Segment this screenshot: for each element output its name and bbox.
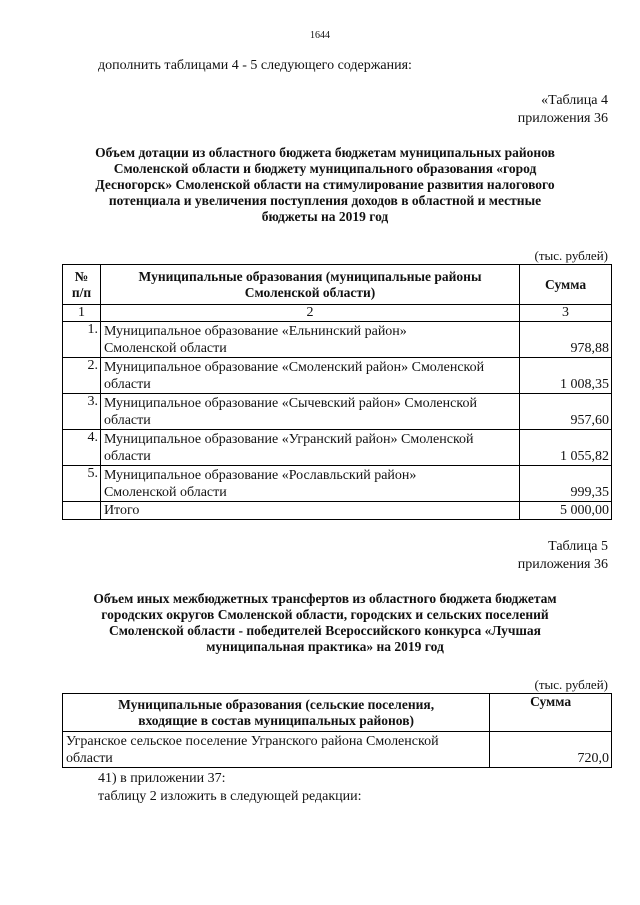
table4-caption-line2: приложения 36 xyxy=(517,111,608,126)
row-number: 5. xyxy=(63,466,101,502)
row-sum: 999,35 xyxy=(520,466,612,502)
table5-title-line: Объем иных межбюджетных трансфертов из областного бюджета бюджетам xyxy=(93,591,557,606)
total-sum: 5 000,00 xyxy=(520,502,612,520)
row-municipality: Муниципальное образование «Ельнинский район» Смоленской области xyxy=(100,322,519,358)
row-municipality: Муниципальное образование «Сычевский район» Смоленской области xyxy=(100,394,519,430)
table4-title-line: Смоленской области и бюджету муниципального образования «город xyxy=(113,161,537,176)
table-row xyxy=(63,322,612,358)
row-municipality: Угранское сельское поселение Угранского района Смоленской области xyxy=(63,732,490,768)
table5-unit: (тыс. рублей) xyxy=(534,677,608,692)
row-sum: 978,88 xyxy=(520,322,612,358)
table5-caption-line1: Таблица 5 xyxy=(548,539,608,554)
tail-line1: 41) в приложении 37: xyxy=(98,771,226,786)
table4-title-line: Объем дотации из областного бюджета бюджетам муниципальных районов xyxy=(95,145,555,160)
table-row xyxy=(63,358,612,394)
table4-title-line: бюджеты на 2019 год xyxy=(261,209,389,224)
table-row xyxy=(63,732,612,768)
row-sum: 1 055,82 xyxy=(520,430,612,466)
table5-caption-line2: приложения 36 xyxy=(517,557,608,572)
row-municipality: Муниципальное образование «Смоленский район» Смоленской области xyxy=(100,358,519,394)
header-sum: Сумма xyxy=(520,265,612,305)
header-municipality: Муниципальные образования (муниципальные районы Смоленской области) xyxy=(100,265,519,305)
header-municipality: Муниципальные образования (сельские поселения, входящие в состав муниципальных районов) xyxy=(63,694,490,732)
table5-title-line: Смоленской области - победителей Всероссийского конкурса «Лучшая xyxy=(109,623,541,638)
intro-text: дополнить таблицами 4 - 5 следующего содержания: xyxy=(98,58,412,73)
table4-title xyxy=(62,145,588,225)
table-row xyxy=(63,394,612,430)
table4-title-line: потенциала и увеличения поступления доходов в областной и местные xyxy=(108,193,542,208)
page-number: 1644 xyxy=(310,30,330,41)
row-number: 1. xyxy=(63,322,101,358)
tail-line2: таблицу 2 изложить в следующей редакции: xyxy=(98,789,362,804)
row-number: 4. xyxy=(63,430,101,466)
table4-title-line: Десногорск» Смоленской области на стимулирование развития налогового xyxy=(95,177,555,192)
table5-title-line: городских округов Смоленской области, городских и сельских поселений xyxy=(101,607,549,622)
row-municipality: Муниципальное образование «Угранский район» Смоленской области xyxy=(100,430,519,466)
row-sum: 1 008,35 xyxy=(520,358,612,394)
table-row xyxy=(63,430,612,466)
table5-title xyxy=(62,591,588,655)
colnum-2: 2 xyxy=(100,305,519,322)
table4-total-row xyxy=(63,502,612,520)
row-municipality: Муниципальное образование «Рославльский район» Смоленской области xyxy=(100,466,519,502)
colnum-3: 3 xyxy=(520,305,612,322)
table5-header-row xyxy=(63,694,612,732)
header-no: № п/п xyxy=(63,265,101,305)
total-empty-cell xyxy=(63,502,101,520)
table5 xyxy=(62,693,612,768)
row-number: 3. xyxy=(63,394,101,430)
table4 xyxy=(62,264,612,520)
table4-header-row xyxy=(63,265,612,305)
row-number: 2. xyxy=(63,358,101,394)
table5-title-line: муниципальная практика» на 2019 год xyxy=(206,639,444,654)
table-row xyxy=(63,466,612,502)
header-sum: Сумма xyxy=(490,694,612,732)
table4-caption-line1: «Таблица 4 xyxy=(541,93,608,108)
colnum-1: 1 xyxy=(63,305,101,322)
table4-colnum-row xyxy=(63,305,612,322)
row-sum: 957,60 xyxy=(520,394,612,430)
row-sum: 720,0 xyxy=(490,732,612,768)
table4-unit: (тыс. рублей) xyxy=(534,248,608,263)
total-label: Итого xyxy=(100,502,519,520)
